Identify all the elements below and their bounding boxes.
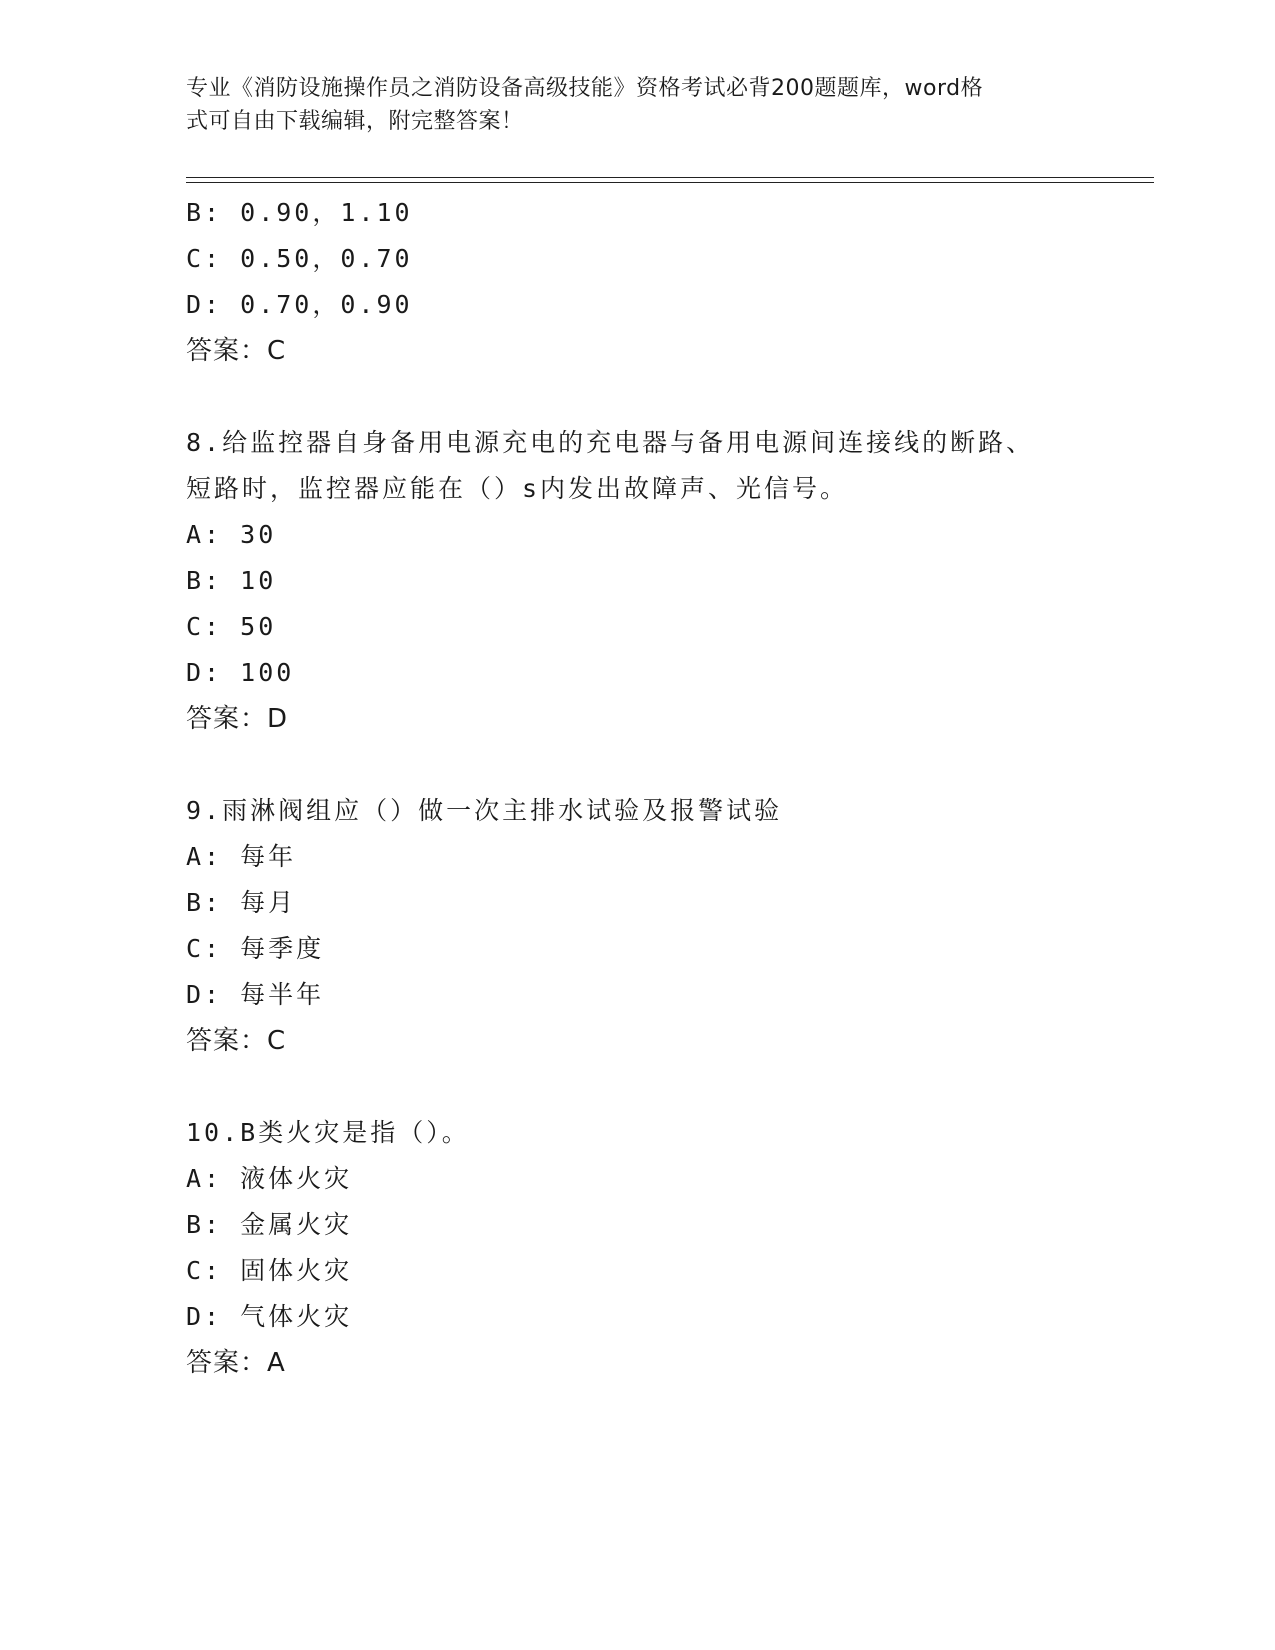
answer-line: 答案：C [186, 1026, 287, 1056]
answer-line: 答案：C [186, 336, 287, 366]
answer-line: 答案：D [186, 704, 289, 734]
option-c: C: 0.50，0.70 [186, 244, 413, 273]
option-b: B: 0.90，1.10 [186, 198, 413, 227]
document-header [186, 72, 1066, 138]
option-d: D: 气体火灾 [186, 1302, 353, 1331]
option-a: A: 30 [186, 520, 277, 549]
option-a: A: 每年 [186, 842, 297, 871]
option-d: D: 0.70，0.90 [186, 290, 413, 319]
spacer [186, 742, 1086, 788]
option-c: C: 固体火灾 [186, 1256, 353, 1285]
header-line-1: 专业《消防设施操作员之消防设备高级技能》资格考试必背200题题库，word格 [186, 76, 984, 101]
header-divider-bottom [186, 182, 1154, 183]
spacer [186, 374, 1086, 420]
question-block-7 [186, 190, 1086, 374]
question-list [186, 190, 1086, 1386]
option-b: B: 10 [186, 566, 277, 595]
option-b: B: 金属火灾 [186, 1210, 353, 1239]
question-text-line-2: 短路时，监控器应能在（）s内发出故障声、光信号。 [186, 474, 849, 503]
header-divider-top [186, 177, 1154, 178]
answer-line: 答案：A [186, 1348, 286, 1378]
question-block-9 [186, 788, 1086, 1064]
option-c: C: 50 [186, 612, 277, 641]
option-a: A: 液体火灾 [186, 1164, 353, 1193]
question-block-10 [186, 1110, 1086, 1386]
option-d: D: 每半年 [186, 980, 325, 1009]
option-b: B: 每月 [186, 888, 297, 917]
option-c: C: 每季度 [186, 934, 325, 963]
header-line-2: 式可自由下载编辑，附完整答案！ [186, 109, 524, 134]
question-text-line-1: 10.B类火灾是指（）。 [186, 1118, 470, 1147]
question-block-8 [186, 420, 1086, 742]
question-text-line-1: 9.雨淋阀组应（）做一次主排水试验及报警试验 [186, 796, 783, 825]
spacer [186, 1064, 1086, 1110]
option-d: D: 100 [186, 658, 295, 687]
question-text-line-1: 8.给监控器自身备用电源充电的充电器与备用电源间连接线的断路、 [186, 428, 1035, 457]
